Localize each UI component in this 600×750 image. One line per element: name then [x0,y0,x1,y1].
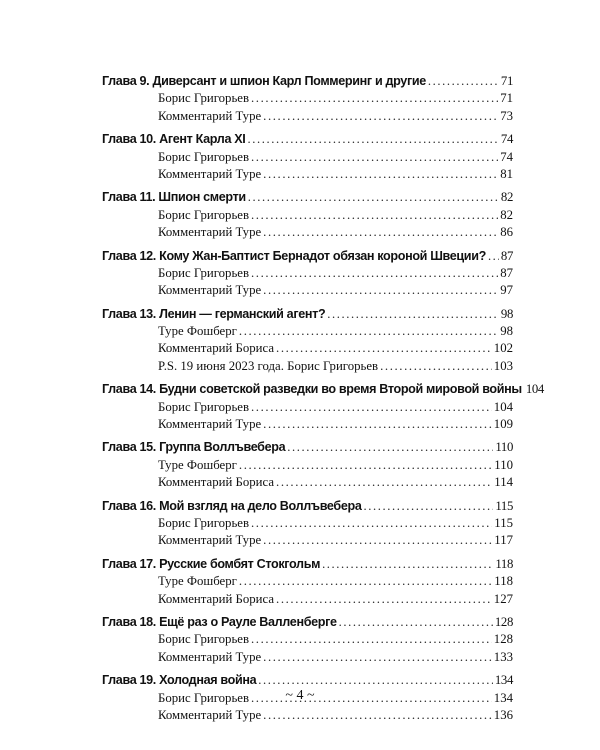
page-ref: 128 [494,614,513,629]
chapter-number: Глава 12. [102,248,156,263]
entry-title: Комментарий Туре [158,649,262,664]
toc-entry[interactable] [102,631,513,648]
chapter-number: Глава 14. [102,382,156,397]
page-number: ~ 4 ~ [285,688,315,703]
entry-title: Комментарий Туре [158,417,262,432]
toc-entry[interactable] [102,591,513,608]
chapter-name: Ещё раз о Рауле Валленберге [159,614,337,629]
dot-leader [263,649,492,666]
dot-leader [380,358,492,375]
dot-leader [488,248,499,265]
toc-chapter [102,498,513,550]
page-ref: 87 [500,265,513,280]
entry-title: Борис Григорьев [158,399,249,414]
chapter-name: Диверсант и шпион Карл Поммеринг и другие [152,74,426,88]
page-ref: 134 [494,673,513,688]
chapter-title [102,381,522,398]
toc-entry[interactable] [102,416,513,433]
toc-entry[interactable] [102,399,513,416]
page-ref: 110 [494,457,513,472]
entry-title: Борис Григорьев [158,207,249,222]
page-ref: 115 [495,498,513,513]
page-ref: 133 [493,649,513,664]
chapter-number: Глава 10. [102,132,156,147]
chapter-title [102,131,245,148]
toc-chapter-heading[interactable] [102,189,513,206]
chapter-title [102,439,285,456]
toc-chapter-heading[interactable] [102,306,513,323]
dot-leader [251,399,492,416]
chapter-number: Глава 9. [102,74,150,88]
toc-chapter [102,131,513,183]
chapter-title [102,306,325,323]
toc-entry[interactable] [102,707,513,724]
dot-leader [327,306,499,323]
page-ref: 136 [493,707,513,722]
dot-leader [276,474,492,491]
chapter-name: Шпион смерти [158,190,246,205]
page-ref: 109 [493,417,513,432]
chapter-name: Холодная война [159,673,257,688]
toc-entry[interactable] [102,340,513,357]
page-ref: 128 [493,632,513,647]
toc-chapter-heading[interactable] [102,131,513,148]
page-ref: 118 [494,574,513,589]
page-ref: 103 [493,358,513,373]
toc-entry[interactable] [102,474,513,491]
entry-title: Борис Григорьев [158,149,249,164]
chapter-name: Кому Жан-Баптист Бернадот обязан короной Швеции? [159,248,486,263]
dot-leader [263,224,498,241]
chapter-title [102,189,246,206]
toc-entry[interactable] [102,282,513,299]
toc-chapter [102,189,513,241]
entry-title: Комментарий Туре [158,707,262,722]
dot-leader [263,707,492,724]
page-ref: 117 [494,533,513,548]
chapter-title [102,248,486,265]
dot-leader [263,532,492,549]
page-ref: 102 [493,341,513,356]
toc-chapter-heading[interactable] [102,614,513,631]
chapter-name: Будни советской разведки во время Второй мировой войны [159,382,522,397]
page-ref: 87 [500,248,513,263]
dot-leader [276,340,492,357]
toc-chapter [102,439,513,491]
entry-title: Комментарий Туре [158,166,262,181]
page-ref: 74 [500,132,513,147]
toc-entry[interactable] [102,358,513,375]
chapter-title [102,556,320,573]
chapter-title [102,672,256,689]
table-of-contents [102,73,544,730]
toc-chapter-heading[interactable] [102,498,513,515]
toc-entry[interactable] [102,265,513,282]
chapter-number: Глава 17. [102,556,156,571]
page-ref: 115 [494,515,513,530]
dot-leader [251,149,498,166]
toc-chapter-heading[interactable] [102,381,544,398]
chapter-number: Глава 15. [102,440,156,455]
dot-leader [322,556,493,573]
dot-leader [251,207,498,224]
chapter-number: Глава 11. [102,190,156,205]
toc-entry[interactable] [102,108,513,125]
page-ref: 127 [493,591,513,606]
entry-title: Комментарий Туре [158,533,262,548]
entry-title: Туре Фошберг [158,574,237,589]
toc-chapter-heading[interactable] [102,439,513,456]
toc-chapter [102,248,513,300]
dot-leader [251,90,498,107]
chapter-title [102,614,337,631]
chapter-title [102,498,362,515]
chapter-name: Русские бомбят Стокгольм [159,556,321,571]
dot-leader [251,515,492,532]
dot-leader [263,416,492,433]
page-ref: 110 [495,440,513,455]
dot-leader [251,265,498,282]
toc-entry[interactable] [102,515,513,532]
toc-entry[interactable] [102,323,513,340]
chapter-name: Группа Воллъвебера [159,440,286,455]
toc-chapter [102,556,513,608]
page-ref: 118 [495,556,513,571]
toc-chapter-heading[interactable] [102,248,513,265]
chapter-title [102,73,426,90]
chapter-name: Ленин — германский агент? [159,306,326,321]
chapter-name: Мой взгляд на дело Воллъвебера [159,498,362,513]
chapter-number: Глава 19. [102,673,156,688]
page-ref: 73 [500,108,513,123]
dot-leader [263,108,498,125]
page-ref: 98 [500,306,513,321]
dot-leader [239,323,498,340]
page-ref: 81 [500,166,513,181]
dot-leader [364,498,494,515]
page-ref: 97 [500,283,513,298]
toc-chapter [102,381,544,433]
dot-leader [287,439,493,456]
entry-title: P.S. 19 июня 2023 года. Борис Григорьев [158,358,379,373]
chapter-name: Агент Карла XI [159,132,246,147]
chapter-number: Глава 18. [102,614,156,629]
entry-title: Комментарий Бориса [158,591,275,606]
toc-chapter [102,306,513,376]
toc-chapter-heading[interactable] [102,672,513,689]
entry-title: Комментарий Бориса [158,475,275,490]
dot-leader [276,591,492,608]
entry-title: Комментарий Туре [158,108,262,123]
toc-entry[interactable] [102,532,513,549]
page-ref: 82 [500,190,513,205]
page-ref: 71 [500,74,513,88]
dot-leader [428,73,499,90]
toc-chapter-heading[interactable] [102,73,513,90]
toc-entry[interactable] [102,457,513,474]
dot-leader [239,457,492,474]
page-ref: 114 [494,475,513,490]
dot-leader [247,131,498,148]
toc-entry[interactable] [102,149,513,166]
toc-entry[interactable] [102,90,513,107]
page-ref: 71 [500,91,513,106]
dot-leader [239,573,492,590]
toc-entry[interactable] [102,166,513,183]
entry-title: Комментарий Туре [158,283,262,298]
entry-title: Борис Григорьев [158,632,249,647]
page-ref: 98 [500,324,513,339]
dot-leader [263,166,498,183]
entry-title: Борис Григорьев [158,265,249,280]
dot-leader [251,631,492,648]
page-ref: 104 [493,399,513,414]
dot-leader [248,189,499,206]
toc-entry[interactable] [102,224,513,241]
page-ref: 134 [493,690,513,705]
page-ref: 104 [525,382,544,397]
chapter-number: Глава 16. [102,498,156,513]
page-ref: 82 [500,207,513,222]
entry-title: Борис Григорьев [158,515,249,530]
toc-chapter [102,614,513,666]
entry-title: Туре Фошберг [158,457,237,472]
toc-entry[interactable] [102,573,513,590]
dot-leader [263,282,498,299]
toc-entry[interactable] [102,207,513,224]
dot-leader [258,672,493,689]
entry-title: Борис Григорьев [158,690,249,705]
toc-entry[interactable] [102,649,513,666]
entry-title: Борис Григорьев [158,91,249,106]
toc-chapter [102,73,513,125]
entry-title: Комментарий Бориса [158,341,275,356]
chapter-number: Глава 13. [102,306,156,321]
entry-title: Туре Фошберг [158,324,237,339]
entry-title: Комментарий Туре [158,225,262,240]
dot-leader [339,614,493,631]
page-ref: 86 [500,225,513,240]
toc-chapter-heading[interactable] [102,556,513,573]
page-ref: 74 [500,149,513,164]
